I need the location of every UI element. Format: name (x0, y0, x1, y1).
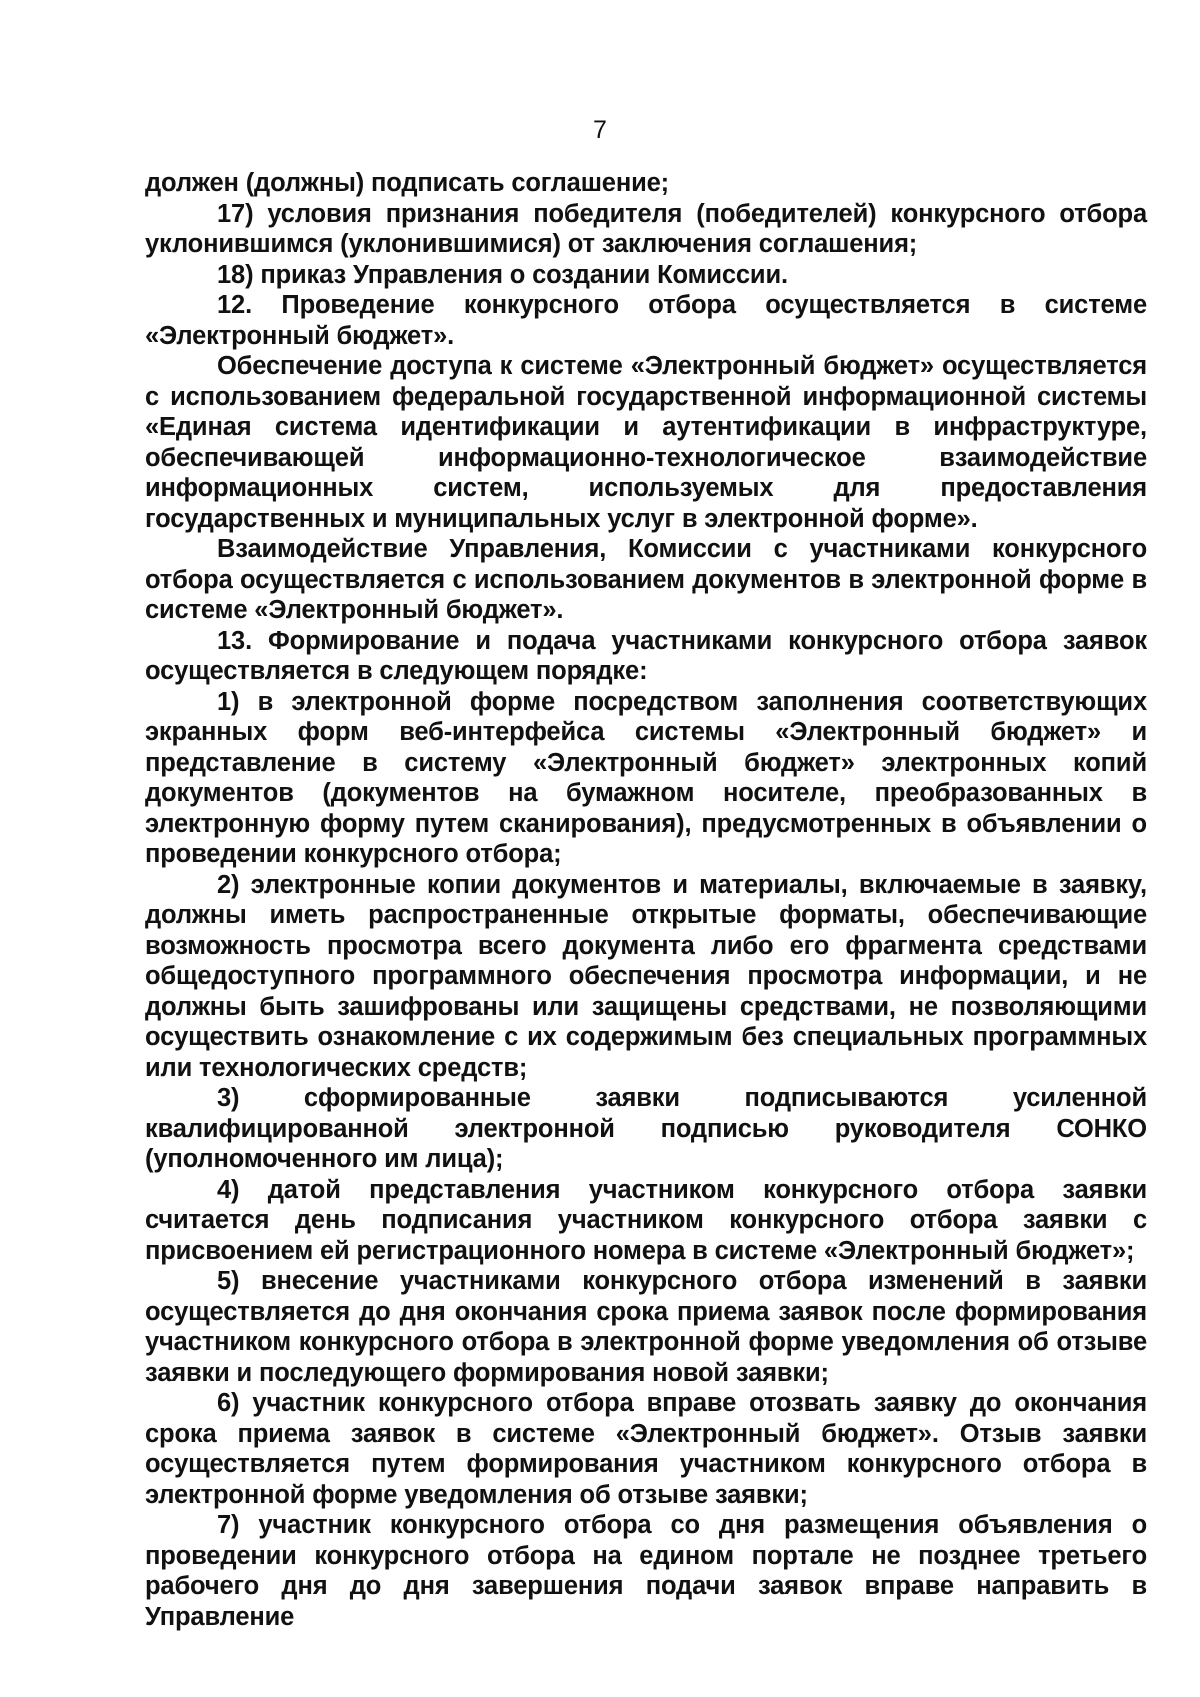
paragraph-subitem-4: 4) датой представления участником конкурсного отбора заявки считается день подписания участником конкурсного отбора заявки с присвоением ей регистрационного номера в системе «Электронный бюджет»; (145, 1175, 1147, 1265)
page-number: 7 (593, 116, 607, 144)
paragraph-continuation: должен (должны) подписать соглашение; (145, 169, 669, 197)
paragraph-subitem-2: 2) электронные копии документов и материалы, включаемые в заявку, должны иметь распространенные открытые форматы, обеспечивающие возможность просмотра всего документа либо его фрагмента средствами общедоступного программного обеспечения просмотра информации, и не должны быть зашифрованы или защищены средствами, не позволяющими осуществить ознакомление с их содержимым без специальных программных или технологических средств; (145, 870, 1147, 1082)
paragraph-item-18: 18) приказ Управления о создании Комиссии. (217, 260, 788, 289)
paragraph-subitem-6: 6) участник конкурсного отбора вправе отозвать заявку до окончания срока приема заявок в системе «Электронный бюджет». Отзыв заявки осуществляется путем формирования участником конкурсного отбора в электронной форме уведомления об отзыве заявки; (145, 1389, 1147, 1509)
paragraph-clause-12: 12. Проведение конкурсного отбора осуществляется в системе «Электронный бюджет». (145, 291, 1147, 350)
paragraph-clause-13: 13. Формирование и подача участниками конкурсного отбора заявок осуществляется в следующем порядке: (145, 626, 1147, 685)
document-body (145, 168, 1147, 1632)
paragraph-subitem-1: 1) в электронной форме посредством заполнения соответствующих экранных форм веб-интерфейса системы «Электронный бюджет» и представление в систему «Электронный бюджет» электронных копий документов (документов на бумажном носителе, преобразованных в электронную форму путем сканирования), предусмотренных в объявлении о проведении конкурсного отбора; (145, 687, 1147, 868)
paragraph-subitem-7: 7) участник конкурсного отбора со дня размещения объявления о проведении конкурсного отбора на едином портале не позднее третьего рабочего дня до дня завершения подачи заявок вправе направить в Управление (145, 1511, 1147, 1631)
paragraph-subitem-5: 5) внесение участниками конкурсного отбора изменений в заявки осуществляется до дня окончания срока приема заявок после формирования участником конкурсного отбора в электронной форме уведомления об отзыве заявки и последующего формирования новой заявки; (145, 1267, 1147, 1387)
paragraph-access: Обеспечение доступа к системе «Электронный бюджет» осуществляется с использованием федеральной государственной информационной системы «Единая система идентификации и аутентификации в инфраструктуре, обеспечивающей информационно-технологическое взаимодействие информационных систем, используемых для предоставления государственных и муниципальных услуг в электронной форме». (145, 352, 1147, 533)
paragraph-item-17: 17) условия признания победителя (победителей) конкурсного отбора уклонившимся (уклонившимися) от заключения соглашения; (145, 199, 1147, 258)
paragraph-subitem-3: 3) сформированные заявки подписываются усиленной квалифицированной электронной подписью руководителя СОНКО (уполномоченного им лица); (145, 1084, 1147, 1173)
paragraph-interaction: Взаимодействие Управления, Комиссии с участниками конкурсного отбора осуществляется с использованием документов в электронной форме в системе «Электронный бюджет». (145, 535, 1147, 624)
